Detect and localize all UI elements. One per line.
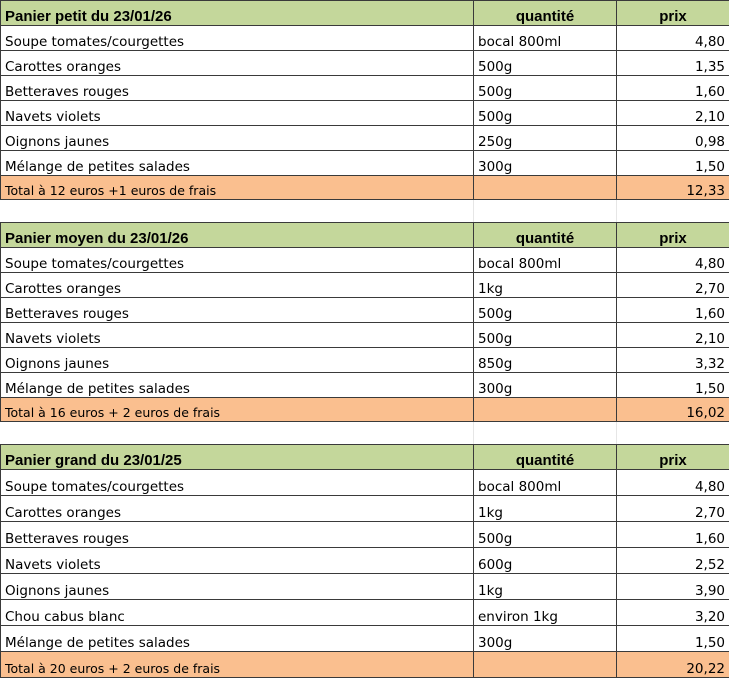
item-price-cell[interactable]: 0,98 [617,126,729,151]
total-label-cell[interactable]: Total à 20 euros + 2 euros de frais [1,652,474,678]
basket-table [1,223,729,422]
item-quantity-cell[interactable]: 300g [474,626,617,652]
item-quantity-cell[interactable]: 500g [474,101,617,126]
table-row [1,51,729,76]
table-row [1,298,729,323]
table-row [1,126,729,151]
basket-header-row [1,445,729,470]
empty-row [1,200,729,223]
table-row [1,26,729,51]
item-price-cell[interactable]: 1,60 [617,298,729,323]
item-price-cell[interactable]: 3,32 [617,348,729,373]
item-quantity-cell[interactable]: 500g [474,323,617,348]
table-row [1,273,729,298]
item-quantity-cell[interactable]: 850g [474,348,617,373]
item-name-cell[interactable]: Mélange de petites salades [1,373,474,398]
item-name-cell[interactable]: Navets violets [1,323,474,348]
basket-title[interactable]: Panier moyen du 23/01/26 [1,223,474,248]
item-quantity-cell[interactable]: bocal 800ml [474,248,617,273]
total-price-cell[interactable]: 20,22 [617,652,729,678]
item-price-cell[interactable]: 2,52 [617,548,729,574]
item-price-cell[interactable]: 2,70 [617,273,729,298]
empty-cell[interactable] [474,200,617,223]
table-row [1,323,729,348]
table-row [1,373,729,398]
table-row [1,76,729,101]
item-quantity-cell[interactable]: 600g [474,548,617,574]
item-quantity-cell[interactable]: 500g [474,76,617,101]
table-row [1,470,729,496]
quantity-header[interactable]: quantité [474,1,617,26]
item-name-cell[interactable]: Navets violets [1,101,474,126]
table-row [1,151,729,176]
item-price-cell[interactable]: 1,60 [617,522,729,548]
price-header[interactable]: prix [617,445,729,470]
total-price-cell[interactable]: 16,02 [617,398,729,422]
item-price-cell[interactable]: 1,35 [617,51,729,76]
total-label-cell[interactable]: Total à 12 euros +1 euros de frais [1,176,474,200]
basket-title[interactable]: Panier grand du 23/01/25 [1,445,474,470]
quantity-header[interactable]: quantité [474,223,617,248]
total-price-cell[interactable]: 12,33 [617,176,729,200]
empty-row [1,422,729,445]
item-price-cell[interactable]: 1,50 [617,626,729,652]
item-price-cell[interactable]: 3,90 [617,574,729,600]
empty-cell[interactable] [617,422,729,445]
item-name-cell[interactable]: Chou cabus blanc [1,600,474,626]
item-name-cell[interactable]: Betteraves rouges [1,298,474,323]
item-price-cell[interactable]: 1,50 [617,373,729,398]
total-empty-cell[interactable] [474,176,617,200]
item-price-cell[interactable]: 2,10 [617,101,729,126]
basket-header-row [1,223,729,248]
item-quantity-cell[interactable]: 300g [474,373,617,398]
total-empty-cell[interactable] [474,398,617,422]
item-price-cell[interactable]: 2,70 [617,496,729,522]
item-quantity-cell[interactable]: bocal 800ml [474,470,617,496]
item-name-cell[interactable]: Oignons jaunes [1,574,474,600]
total-row [1,176,729,200]
basket-table [1,445,729,678]
item-quantity-cell[interactable]: 250g [474,126,617,151]
table-row [1,348,729,373]
empty-cell[interactable] [617,200,729,223]
item-name-cell[interactable]: Oignons jaunes [1,348,474,373]
total-row [1,652,729,678]
item-name-cell[interactable]: Oignons jaunes [1,126,474,151]
item-name-cell[interactable]: Betteraves rouges [1,522,474,548]
table-row [1,496,729,522]
total-label-cell[interactable]: Total à 16 euros + 2 euros de frais [1,398,474,422]
item-name-cell[interactable]: Mélange de petites salades [1,626,474,652]
price-header[interactable]: prix [617,223,729,248]
item-name-cell[interactable]: Betteraves rouges [1,76,474,101]
item-quantity-cell[interactable]: 500g [474,51,617,76]
item-quantity-cell[interactable]: 1kg [474,574,617,600]
item-name-cell[interactable]: Carottes oranges [1,273,474,298]
item-quantity-cell[interactable]: environ 1kg [474,600,617,626]
basket-table [1,1,729,200]
table-row [1,248,729,273]
table-row [1,574,729,600]
item-price-cell[interactable]: 1,60 [617,76,729,101]
item-price-cell[interactable]: 4,80 [617,470,729,496]
table-row [1,626,729,652]
item-name-cell[interactable]: Navets violets [1,548,474,574]
item-quantity-cell[interactable]: bocal 800ml [474,26,617,51]
quantity-header[interactable]: quantité [474,445,617,470]
item-name-cell[interactable]: Soupe tomates/courgettes [1,470,474,496]
item-name-cell[interactable]: Carottes oranges [1,51,474,76]
empty-cell[interactable] [474,422,617,445]
basket-title[interactable]: Panier petit du 23/01/26 [1,1,474,26]
item-quantity-cell[interactable]: 500g [474,298,617,323]
price-header[interactable]: prix [617,1,729,26]
total-row [1,398,729,422]
item-name-cell[interactable]: Carottes oranges [1,496,474,522]
table-row [1,522,729,548]
table-row [1,600,729,626]
item-quantity-cell[interactable]: 500g [474,522,617,548]
empty-cell[interactable] [1,422,474,445]
item-price-cell[interactable]: 2,10 [617,323,729,348]
item-price-cell[interactable]: 1,50 [617,151,729,176]
table-row [1,101,729,126]
empty-cell[interactable] [1,200,474,223]
item-name-cell[interactable]: Soupe tomates/courgettes [1,248,474,273]
item-price-cell[interactable]: 4,80 [617,26,729,51]
item-quantity-cell[interactable]: 1kg [474,273,617,298]
item-price-cell[interactable]: 4,80 [617,248,729,273]
item-quantity-cell[interactable]: 1kg [474,496,617,522]
table-row [1,548,729,574]
item-name-cell[interactable]: Soupe tomates/courgettes [1,26,474,51]
total-empty-cell[interactable] [474,652,617,678]
basket-header-row [1,1,729,26]
item-quantity-cell[interactable]: 300g [474,151,617,176]
item-name-cell[interactable]: Mélange de petites salades [1,151,474,176]
item-price-cell[interactable]: 3,20 [617,600,729,626]
